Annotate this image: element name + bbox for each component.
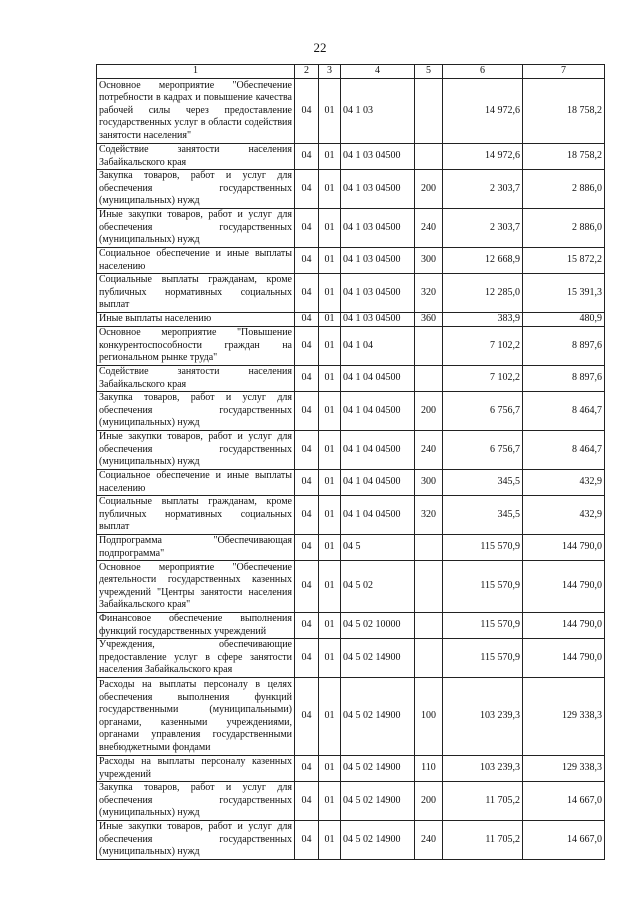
row-section-code: 04 xyxy=(295,274,319,313)
row-section-code: 04 xyxy=(295,535,319,561)
row-section-code: 04 xyxy=(295,313,319,327)
row-section-code: 04 xyxy=(295,470,319,496)
row-target-code: 04 5 02 14900 xyxy=(341,756,415,782)
row-expense-type xyxy=(415,79,443,144)
budget-table xyxy=(96,64,605,860)
table-row xyxy=(97,392,605,431)
row-name: Закупка товаров, работ и услуг для обеспечения государственных (муниципальных) нужд xyxy=(97,392,295,431)
row-section-code: 04 xyxy=(295,639,319,678)
row-subsection-code: 01 xyxy=(319,561,341,613)
row-amount-col6: 11 705,2 xyxy=(443,821,523,860)
row-amount-col6: 345,5 xyxy=(443,496,523,535)
row-section-code: 04 xyxy=(295,170,319,209)
row-name: Содействие занятости населения Забайкальского края xyxy=(97,366,295,392)
row-amount-col7: 2 886,0 xyxy=(523,170,605,209)
row-target-code: 04 1 04 xyxy=(341,327,415,366)
page-number: 22 xyxy=(313,40,327,55)
row-expense-type: 300 xyxy=(415,248,443,274)
row-amount-col6: 11 705,2 xyxy=(443,782,523,821)
row-expense-type: 240 xyxy=(415,209,443,248)
row-amount-col6: 115 570,9 xyxy=(443,613,523,639)
row-target-code: 04 1 03 xyxy=(341,79,415,144)
row-amount-col6: 115 570,9 xyxy=(443,639,523,678)
row-section-code: 04 xyxy=(295,431,319,470)
row-expense-type: 200 xyxy=(415,170,443,209)
row-name: Иные закупки товаров, работ и услуг для обеспечения государственных (муниципальных) нужд xyxy=(97,821,295,860)
row-amount-col7: 432,9 xyxy=(523,470,605,496)
row-amount-col6: 6 756,7 xyxy=(443,392,523,431)
column-header: 5 xyxy=(415,65,443,79)
row-expense-type xyxy=(415,639,443,678)
row-amount-col6: 103 239,3 xyxy=(443,678,523,756)
row-expense-type: 110 xyxy=(415,756,443,782)
row-name: Иные закупки товаров, работ и услуг для обеспечения государственных (муниципальных) нужд xyxy=(97,431,295,470)
row-amount-col7: 14 667,0 xyxy=(523,821,605,860)
row-subsection-code: 01 xyxy=(319,782,341,821)
row-section-code: 04 xyxy=(295,613,319,639)
row-expense-type: 320 xyxy=(415,496,443,535)
row-subsection-code: 01 xyxy=(319,79,341,144)
row-amount-col7: 129 338,3 xyxy=(523,678,605,756)
row-subsection-code: 01 xyxy=(319,535,341,561)
row-amount-col6: 115 570,9 xyxy=(443,561,523,613)
row-section-code: 04 xyxy=(295,821,319,860)
table-row xyxy=(97,274,605,313)
row-section-code: 04 xyxy=(295,496,319,535)
row-target-code: 04 1 04 04500 xyxy=(341,392,415,431)
row-subsection-code: 01 xyxy=(319,327,341,366)
row-section-code: 04 xyxy=(295,327,319,366)
row-name: Содействие занятости населения Забайкальского края xyxy=(97,144,295,170)
row-amount-col7: 14 667,0 xyxy=(523,782,605,821)
row-amount-col7: 15 872,2 xyxy=(523,248,605,274)
row-amount-col7: 480,9 xyxy=(523,313,605,327)
row-target-code: 04 5 02 10000 xyxy=(341,613,415,639)
row-target-code: 04 1 03 04500 xyxy=(341,274,415,313)
row-expense-type: 240 xyxy=(415,431,443,470)
row-target-code: 04 5 xyxy=(341,535,415,561)
row-expense-type: 200 xyxy=(415,782,443,821)
row-expense-type: 320 xyxy=(415,274,443,313)
row-amount-col6: 14 972,6 xyxy=(443,144,523,170)
row-subsection-code: 01 xyxy=(319,248,341,274)
row-section-code: 04 xyxy=(295,756,319,782)
table-row xyxy=(97,782,605,821)
row-amount-col7: 8 897,6 xyxy=(523,366,605,392)
row-target-code: 04 1 03 04500 xyxy=(341,144,415,170)
row-amount-col7: 8 464,7 xyxy=(523,392,605,431)
row-section-code: 04 xyxy=(295,561,319,613)
column-header: 6 xyxy=(443,65,523,79)
row-name: Финансовое обеспечение выполнения функций государственных учреждений xyxy=(97,613,295,639)
row-expense-type xyxy=(415,613,443,639)
row-subsection-code: 01 xyxy=(319,613,341,639)
row-subsection-code: 01 xyxy=(319,496,341,535)
row-amount-col7: 144 790,0 xyxy=(523,639,605,678)
row-section-code: 04 xyxy=(295,209,319,248)
row-section-code: 04 xyxy=(295,248,319,274)
row-name: Иные закупки товаров, работ и услуг для обеспечения государственных (муниципальных) нужд xyxy=(97,209,295,248)
row-subsection-code: 01 xyxy=(319,170,341,209)
row-amount-col6: 2 303,7 xyxy=(443,170,523,209)
row-target-code: 04 1 04 04500 xyxy=(341,470,415,496)
row-amount-col7: 8 897,6 xyxy=(523,327,605,366)
row-expense-type: 240 xyxy=(415,821,443,860)
row-amount-col6: 103 239,3 xyxy=(443,756,523,782)
row-name: Иные выплаты населению xyxy=(97,313,295,327)
column-header: 7 xyxy=(523,65,605,79)
table-row xyxy=(97,79,605,144)
row-name: Расходы на выплаты персоналу в целях обеспечения выполнения функций государственными (муниципальными) органами, казенными учреждениями, органами управления государственными внебюджетными фондами xyxy=(97,678,295,756)
table-row xyxy=(97,613,605,639)
column-header: 2 xyxy=(295,65,319,79)
table-row xyxy=(97,821,605,860)
row-name: Социальное обеспечение и иные выплаты населению xyxy=(97,470,295,496)
row-section-code: 04 xyxy=(295,782,319,821)
row-section-code: 04 xyxy=(295,366,319,392)
row-section-code: 04 xyxy=(295,678,319,756)
row-expense-type xyxy=(415,535,443,561)
row-amount-col7: 144 790,0 xyxy=(523,561,605,613)
row-subsection-code: 01 xyxy=(319,470,341,496)
row-expense-type xyxy=(415,327,443,366)
table-row xyxy=(97,209,605,248)
row-subsection-code: 01 xyxy=(319,678,341,756)
row-expense-type: 300 xyxy=(415,470,443,496)
table-row xyxy=(97,639,605,678)
header-row xyxy=(97,65,605,79)
row-subsection-code: 01 xyxy=(319,639,341,678)
column-header: 4 xyxy=(341,65,415,79)
row-expense-type: 200 xyxy=(415,392,443,431)
table-row xyxy=(97,496,605,535)
row-name: Закупка товаров, работ и услуг для обеспечения государственных (муниципальных) нужд xyxy=(97,170,295,209)
row-subsection-code: 01 xyxy=(319,209,341,248)
row-name: Подпрограмма "Обеспечивающая подпрограмма" xyxy=(97,535,295,561)
table-row xyxy=(97,678,605,756)
row-amount-col6: 2 303,7 xyxy=(443,209,523,248)
column-header: 3 xyxy=(319,65,341,79)
row-amount-col6: 14 972,6 xyxy=(443,79,523,144)
row-expense-type xyxy=(415,561,443,613)
row-amount-col7: 2 886,0 xyxy=(523,209,605,248)
table-row xyxy=(97,327,605,366)
table-row xyxy=(97,756,605,782)
row-target-code: 04 5 02 14900 xyxy=(341,821,415,860)
row-subsection-code: 01 xyxy=(319,392,341,431)
table-row xyxy=(97,470,605,496)
row-name: Социальное обеспечение и иные выплаты населению xyxy=(97,248,295,274)
table-row xyxy=(97,366,605,392)
table-row xyxy=(97,248,605,274)
row-subsection-code: 01 xyxy=(319,366,341,392)
row-amount-col7: 144 790,0 xyxy=(523,535,605,561)
table-row xyxy=(97,313,605,327)
row-name: Учреждения, обеспечивающие предоставление услуг в сфере занятости населения Забайкальского края xyxy=(97,639,295,678)
row-expense-type xyxy=(415,144,443,170)
row-amount-col6: 7 102,2 xyxy=(443,366,523,392)
row-amount-col6: 115 570,9 xyxy=(443,535,523,561)
row-name: Основное мероприятие "Обеспечение потребности в кадрах и повышение качества рабочей силы через предоставление государственных услуг в области содействия занятости населения" xyxy=(97,79,295,144)
row-amount-col6: 12 285,0 xyxy=(443,274,523,313)
row-subsection-code: 01 xyxy=(319,144,341,170)
row-target-code: 04 1 03 04500 xyxy=(341,209,415,248)
row-amount-col7: 8 464,7 xyxy=(523,431,605,470)
row-name: Социальные выплаты гражданам, кроме публичных нормативных социальных выплат xyxy=(97,496,295,535)
row-amount-col7: 15 391,3 xyxy=(523,274,605,313)
row-target-code: 04 1 04 04500 xyxy=(341,366,415,392)
row-amount-col6: 12 668,9 xyxy=(443,248,523,274)
row-amount-col7: 18 758,2 xyxy=(523,144,605,170)
row-amount-col6: 6 756,7 xyxy=(443,431,523,470)
row-amount-col7: 144 790,0 xyxy=(523,613,605,639)
row-subsection-code: 01 xyxy=(319,821,341,860)
row-expense-type: 360 xyxy=(415,313,443,327)
table-row xyxy=(97,170,605,209)
row-amount-col7: 129 338,3 xyxy=(523,756,605,782)
table-row xyxy=(97,535,605,561)
table-body xyxy=(97,79,605,860)
column-header: 1 xyxy=(97,65,295,79)
row-subsection-code: 01 xyxy=(319,431,341,470)
row-subsection-code: 01 xyxy=(319,274,341,313)
row-name: Социальные выплаты гражданам, кроме публичных нормативных социальных выплат xyxy=(97,274,295,313)
row-target-code: 04 5 02 14900 xyxy=(341,678,415,756)
row-section-code: 04 xyxy=(295,392,319,431)
row-subsection-code: 01 xyxy=(319,756,341,782)
row-amount-col7: 18 758,2 xyxy=(523,79,605,144)
table-row xyxy=(97,561,605,613)
row-name: Основное мероприятие "Обеспечение деятельности государственных казенных учреждений "Центры занятости населения Забайкальского края" xyxy=(97,561,295,613)
row-target-code: 04 1 03 04500 xyxy=(341,170,415,209)
row-amount-col6: 383,9 xyxy=(443,313,523,327)
row-section-code: 04 xyxy=(295,79,319,144)
row-expense-type xyxy=(415,366,443,392)
row-target-code: 04 1 03 04500 xyxy=(341,248,415,274)
row-amount-col6: 7 102,2 xyxy=(443,327,523,366)
row-target-code: 04 5 02 14900 xyxy=(341,639,415,678)
row-name: Расходы на выплаты персоналу казенных учреждений xyxy=(97,756,295,782)
row-name: Основное мероприятие "Повышение конкурентоспособности граждан на региональном рынке труда" xyxy=(97,327,295,366)
row-target-code: 04 1 04 04500 xyxy=(341,431,415,470)
row-target-code: 04 5 02 xyxy=(341,561,415,613)
row-expense-type: 100 xyxy=(415,678,443,756)
row-target-code: 04 1 03 04500 xyxy=(341,313,415,327)
row-name: Закупка товаров, работ и услуг для обеспечения государственных (муниципальных) нужд xyxy=(97,782,295,821)
row-amount-col6: 345,5 xyxy=(443,470,523,496)
row-amount-col7: 432,9 xyxy=(523,496,605,535)
row-target-code: 04 1 04 04500 xyxy=(341,496,415,535)
row-target-code: 04 5 02 14900 xyxy=(341,782,415,821)
table-row xyxy=(97,144,605,170)
row-subsection-code: 01 xyxy=(319,313,341,327)
table-row xyxy=(97,431,605,470)
row-section-code: 04 xyxy=(295,144,319,170)
